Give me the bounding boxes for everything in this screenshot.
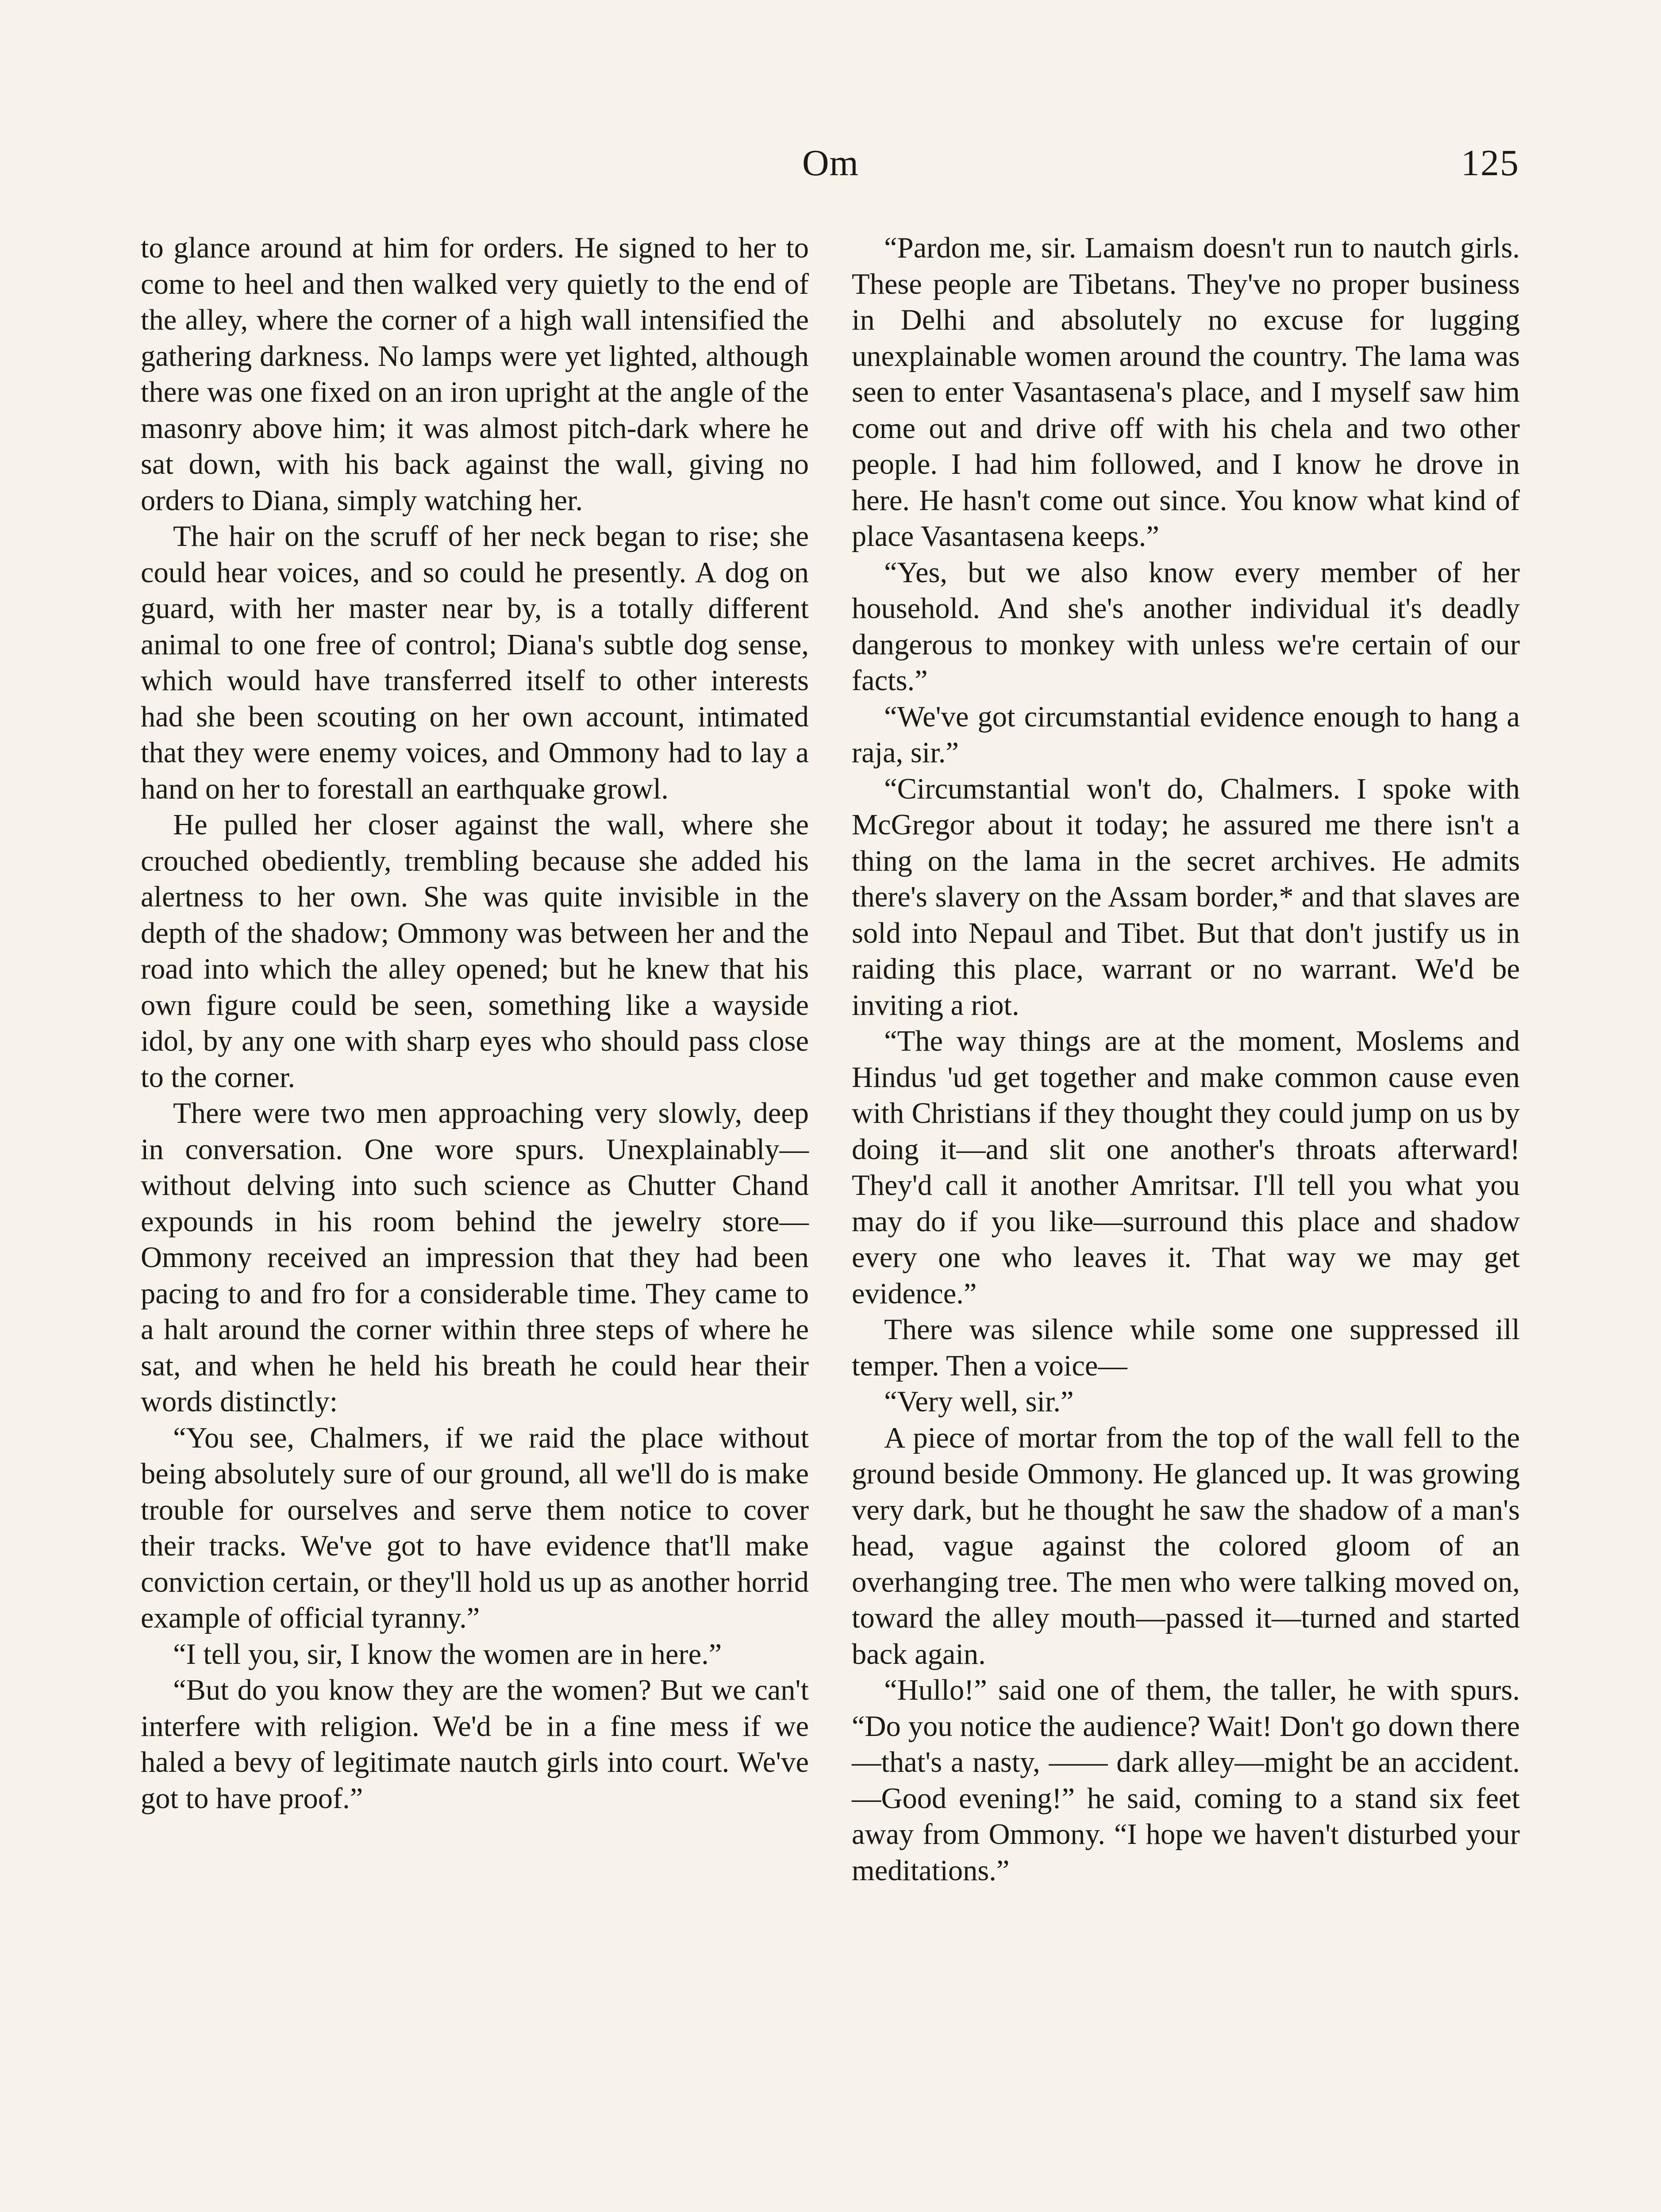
paragraph: “The way things are at the moment, Moslems and Hindus 'ud get together and make common cause even with Christians if they thought they could jump on us by doing it—and slit one another's throats afterward! They'd call it another Amritsar. I'll tell you what you may do if you like—surround this place and shadow every one who leaves it. That way we may get evidence.” [852, 1025, 1520, 1310]
paragraph: to glance around at him for orders. He signed to her to come to heel and then walked very quietly to the end of the alley, where the corner of a high wall intensified the gathering darkness. No lamps were yet lighted, although there was one fixed on an iron upright at the angle of the masonry above him; it was almost pitch-dark where he sat down, with his back against the wall, giving no orders to Diana, simply watching her. [141, 232, 809, 517]
paragraph: “Very well, sir.” [884, 1386, 1074, 1418]
paragraph: “Circumstantial won't do, Chalmers. I spoke with McGregor about it today; he assured me there isn't a thing on the lama in the secret archives. He admits there's slavery on the Assam border,* and that slaves are sold into Nepaul and Tibet. But that don't justify us in raiding this place, warrant or no warrant. We'd be inviting a riot. [852, 772, 1520, 1022]
paragraph: “We've got circumstantial evidence enough to hang a raja, sir.” [852, 700, 1520, 769]
paragraph: “You see, Chalmers, if we raid the place without being absolutely sure of our ground, all we'll do is make trouble for ourselves and serve them notice to cover their tracks. We've got to have evidence that'll make conviction certain, or they'll hold us up as another horrid example of official tyranny.” [141, 1421, 809, 1634]
paragraph: “But do you know they are the women? But we can't interfere with religion. We'd be in a fine mess if we haled a bevy of legitimate nautch girls into court. We've got to have proof.” [141, 1674, 809, 1815]
right-column [852, 230, 1520, 1889]
paragraph: The hair on the scruff of her neck began to rise; she could hear voices, and so could he presently. A dog on guard, with her master near by, is a totally different animal to one free of control; Diana's subtle dog sense, which would have transferred itself to other interests had she been scouting on her own account, intimated that they were enemy voices, and Ommony had to lay a hand on her to forestall an earthquake growl. [141, 520, 809, 805]
paragraph: “Pardon me, sir. Lamaism doesn't run to nautch girls. These people are Tibetans. They've no proper business in Delhi and absolutely no excuse for lugging unexplainable women around the country. The lama was seen to enter Vasantasena's place, and I myself saw him come out and drive off with his chela and two other people. I had him followed, and I know he drove in here. He hasn't come out since. You know what kind of place Vasantasena keeps.” [852, 232, 1520, 553]
paragraph: There was silence while some one suppressed ill temper. Then a voice— [852, 1313, 1520, 1382]
paragraph: A piece of mortar from the top of the wall fell to the ground beside Ommony. He glanced up. It was growing very dark, but he thought he saw the shadow of a man's head, vague against the colored gloom of an overhanging tree. The men who were talking moved on, toward the alley mouth—passed it—turned and started back again. [852, 1421, 1520, 1671]
paragraph: “Hullo!” said one of them, the taller, he with spurs. “Do you notice the audience? Wait! Don't go down there—that's a nasty, —— dark alley—might be an accident.—Good evening!” he said, coming to a stand six feet away from Ommony. “I hope we haven't disturbed your meditations.” [852, 1674, 1520, 1887]
paragraph: There were two men approaching very slowly, deep in conversation. One wore spurs. Unexplainably—without delving into such science as Chutter Chand expounds in his room behind the jewelry store—Ommony received an impression that they had been pacing to and fro for a considerable time. They came to a halt around the corner within three steps of where he sat, and when he held his breath he could hear their words distinctly: [141, 1097, 809, 1418]
running-title: Om [802, 142, 859, 184]
paragraph: “Yes, but we also know every member of her household. And she's another individual it's deadly dangerous to monkey with unless we're certain of our facts.” [852, 556, 1520, 697]
page-number: 125 [1461, 142, 1519, 184]
paragraph: “I tell you, sir, I know the women are in here.” [173, 1638, 722, 1671]
paragraph: He pulled her closer against the wall, where she crouched obediently, trembling because she added his alertness to her own. She was quite invisible in the depth of the shadow; Ommony was between her and the road into which the alley opened; but he knew that his own figure could be seen, something like a wayside idol, by any one with sharp eyes who should pass close to the corner. [141, 809, 809, 1094]
left-column [141, 230, 809, 1816]
